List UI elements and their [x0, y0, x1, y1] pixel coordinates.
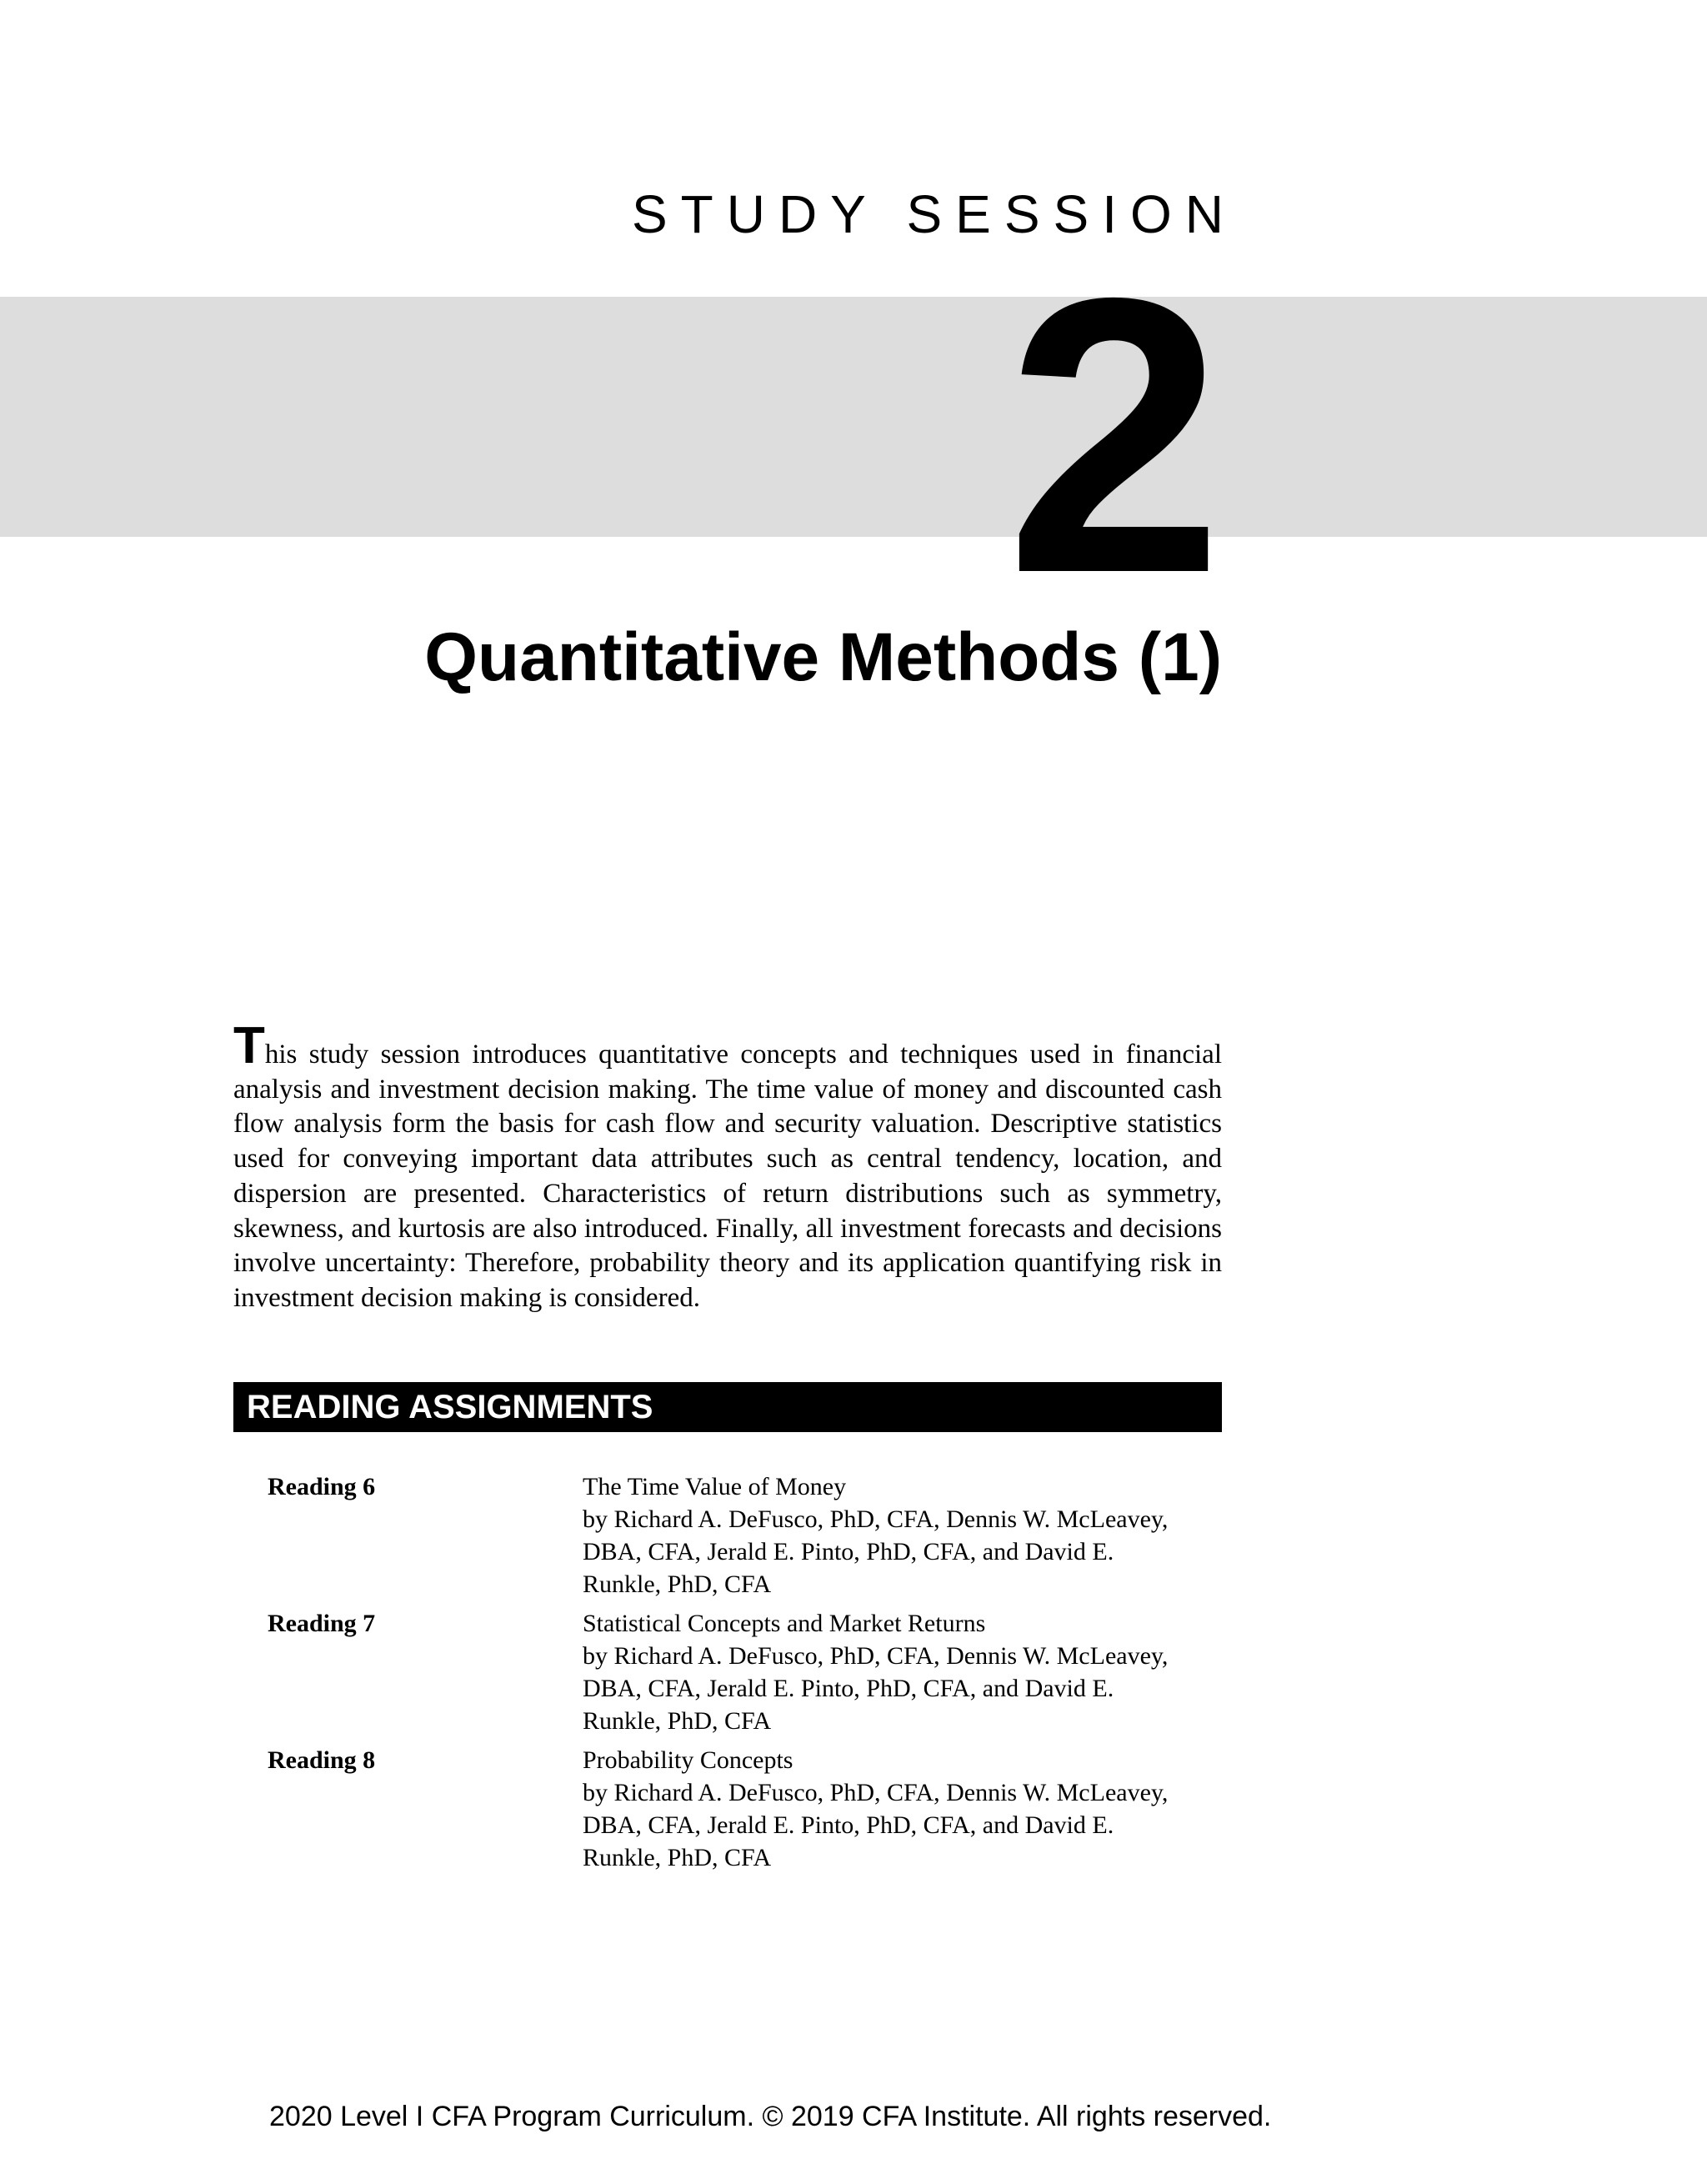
reading-details [583, 1607, 1193, 1737]
intro-paragraph [233, 1017, 1222, 1316]
intro-text: his study session introduces quantitative concepts and techniques used in financial analysis and investment decision making. The time value of money and discounted cash flow analysis form the basis for cash flow and security valuation. Descriptive statistics used for conveying important data attributes such as central tendency, location, and dispersion are presented. Characteristics of return distributions such as symmetry, skewness, and kurtosis are also introduced. Finally, all investment forecasts and decisions involve uncertainty: Therefore, probability theory and its application quantifying risk in investment decision making is considered. [233, 1039, 1222, 1313]
intro-dropcap: T [233, 1017, 265, 1074]
reading-details [583, 1744, 1193, 1874]
reading-authors: by Richard A. DeFusco, PhD, CFA, Dennis W. McLeavey, DBA, CFA, Jerald E. Pinto, PhD, CFA, and David E. Runkle, PhD, CFA [583, 1505, 1169, 1598]
reading-list [268, 1470, 1201, 1881]
page-title: Quantitative Methods (1) [424, 619, 1222, 695]
reading-authors: by Richard A. DeFusco, PhD, CFA, Dennis W. McLeavey, DBA, CFA, Jerald E. Pinto, PhD, CFA, and David E. Runkle, PhD, CFA [583, 1779, 1169, 1871]
reading-title: The Time Value of Money [583, 1473, 847, 1500]
session-label: STUDY SESSION [631, 184, 1237, 244]
reading-number: Reading 6 [268, 1473, 376, 1500]
reading-item [268, 1470, 1201, 1600]
header-band [0, 297, 1707, 537]
reading-details [583, 1470, 1193, 1600]
reading-item [268, 1607, 1201, 1737]
session-number: 2 [1005, 217, 1215, 654]
reading-item [268, 1744, 1201, 1874]
reading-title: Probability Concepts [583, 1746, 793, 1774]
reading-authors: by Richard A. DeFusco, PhD, CFA, Dennis W. McLeavey, DBA, CFA, Jerald E. Pinto, PhD, CFA, and David E. Runkle, PhD, CFA [583, 1642, 1169, 1735]
reading-number: Reading 8 [268, 1746, 376, 1774]
reading-title: Statistical Concepts and Market Returns [583, 1610, 986, 1637]
footer-copyright: 2020 Level I CFA Program Curriculum. © 2019 CFA Institute. All rights reserved. [269, 2101, 1272, 2132]
reading-assignments-heading: READING ASSIGNMENTS [233, 1382, 1222, 1432]
reading-number: Reading 7 [268, 1610, 376, 1637]
